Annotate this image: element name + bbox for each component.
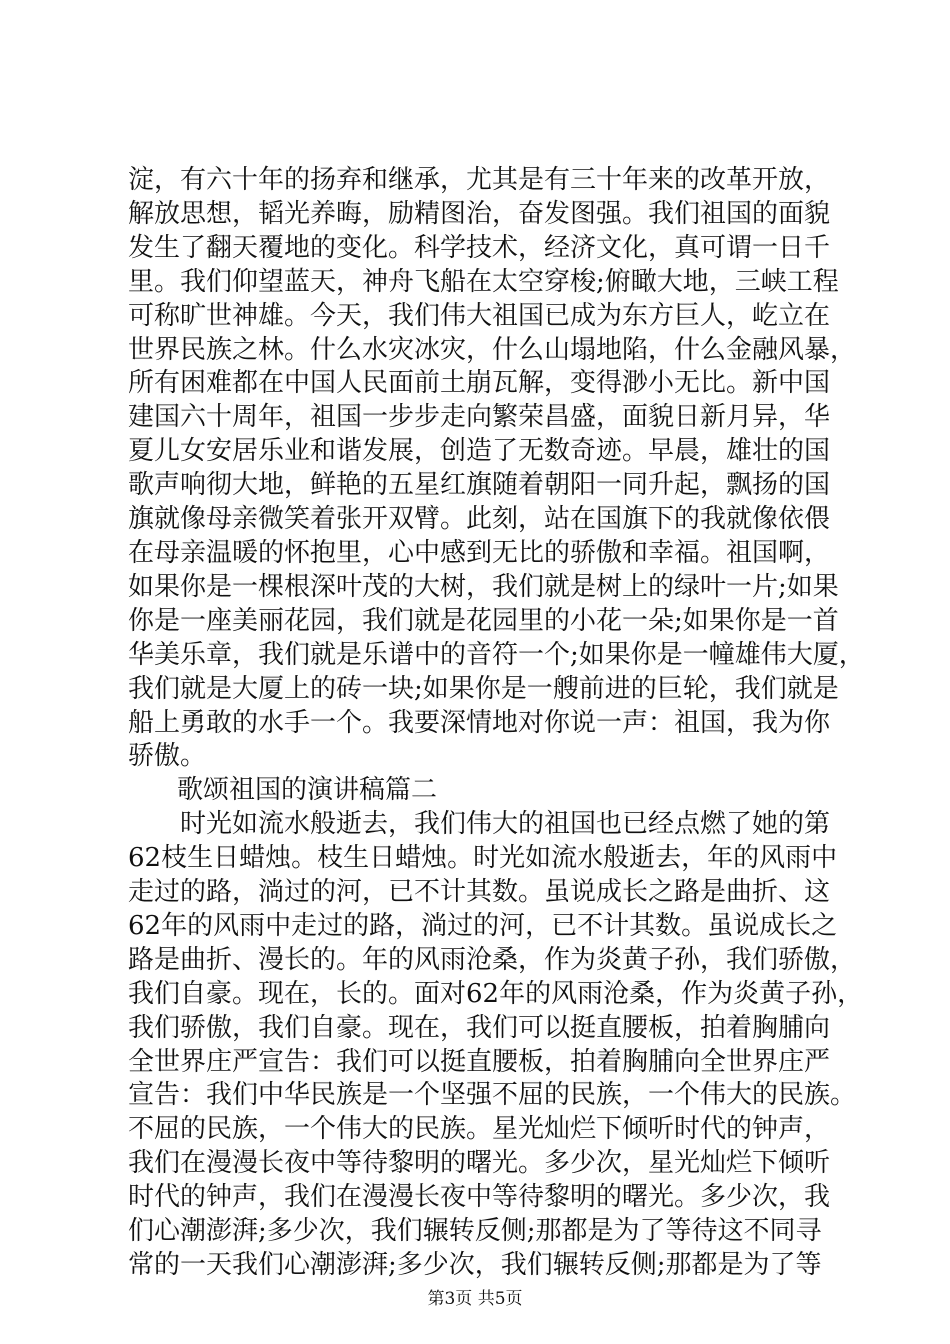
text-line: 宣告：我们中华民族是一个坚强不屈的民族，一个伟大的民族。: [128, 1080, 857, 1111]
text-line: 骄傲。: [128, 741, 207, 772]
text-line: 常的一天我们心潮澎湃;多少次，我们辗转反侧;那都是为了等: [128, 1250, 822, 1280]
text-line: 走过的路，淌过的河，已不计其数。虽说成长之路是曲折、这: [128, 877, 831, 908]
text-line: 夏儿女安居乐业和谐发展，创造了无数奇迹。早晨，雄壮的国: [128, 436, 831, 467]
text-line: 全世界庄严宣告：我们可以挺直腰板，拍着胸脯向全世界庄严: [128, 1046, 831, 1077]
page-number-footer: 第3页 共5页: [427, 1289, 523, 1309]
text-line: 可称旷世神雄。今天，我们伟大祖国已成为东方巨人，屹立在: [128, 300, 831, 331]
text-line: 时代的钟声，我们在漫漫长夜中等待黎明的曙光。多少次，我: [128, 1182, 831, 1213]
text-line: 我们骄傲，我们自豪。现在，我们可以挺直腰板，拍着胸脯向: [128, 1012, 831, 1043]
text-line: 路是曲折、漫长的。年的风雨沧桑，作为炎黄子孙，我们骄傲，: [128, 944, 857, 975]
text-line: 不屈的民族，一个伟大的民族。星光灿烂下倾听时代的钟声，: [128, 1114, 831, 1145]
text-line: 华美乐章，我们就是乐谱中的音符一个;如果你是一幢雄伟大厦，: [128, 639, 865, 670]
text-line: 里。我们仰望蓝天，神舟飞船在太空穿梭;俯瞰大地，三峡工程: [128, 266, 839, 297]
text-line: 时光如流水般逝去，我们伟大的祖国也已经点燃了她的第: [128, 809, 831, 840]
text-line: 62枝生日蜡烛。枝生日蜡烛。时光如流水般逝去，年的风雨中: [128, 843, 838, 874]
paragraph-2: [128, 808, 864, 1283]
document-body: [128, 164, 865, 1283]
text-line: 发生了翻天覆地的变化。科学技术，经济文化，真可谓一日千: [128, 232, 831, 263]
section-heading: 歌颂祖国的演讲稿篇二: [177, 775, 438, 806]
paragraph-1: [128, 164, 865, 774]
text-line: 们心潮澎湃;多少次，我们辗转反侧;那都是为了等待这不同寻: [128, 1216, 822, 1247]
text-line: 解放思想，韬光养晦，励精图治，奋发图强。我们祖国的面貌: [128, 198, 831, 229]
text-line: 我们在漫漫长夜中等待黎明的曙光。多少次，星光灿烂下倾听: [128, 1148, 831, 1179]
text-line: 在母亲温暖的怀抱里，心中感到无比的骄傲和幸福。祖国啊，: [128, 537, 831, 568]
text-line: 世界民族之林。什么水灾冰灾，什么山塌地陷，什么金融风暴，: [128, 334, 857, 365]
text-line: 我们自豪。现在，长的。面对62年的风雨沧桑，作为炎黄子孙，: [128, 978, 864, 1009]
text-line: 歌声响彻大地，鲜艳的五星红旗随着朝阳一同升起，飘扬的国: [128, 470, 831, 501]
text-line: 所有困难都在中国人民面前土崩瓦解，变得渺小无比。新中国: [128, 368, 831, 399]
text-line: 建国六十周年，祖国一步步走向繁荣昌盛，面貌日新月异，华: [128, 402, 831, 433]
text-line: 淀，有六十年的扬弃和继承，尤其是有三十年来的改革开放，: [128, 165, 831, 195]
text-line: 你是一座美丽花园，我们就是花园里的小花一朵;如果你是一首: [128, 605, 839, 636]
text-line: 如果你是一棵根深叶茂的大树，我们就是树上的绿叶一片;如果: [128, 571, 839, 602]
text-line: 62年的风雨中走过的路，淌过的河，已不计其数。虽说成长之: [128, 910, 838, 941]
text-line: 船上勇敢的水手一个。我要深情地对你说一声：祖国，我为你: [128, 707, 831, 738]
text-line: 旗就像母亲微笑着张开双臂。此刻，站在国旗下的我就像依偎: [128, 504, 831, 535]
text-line: 我们就是大厦上的砖一块;如果你是一艘前进的巨轮，我们就是: [128, 673, 839, 704]
